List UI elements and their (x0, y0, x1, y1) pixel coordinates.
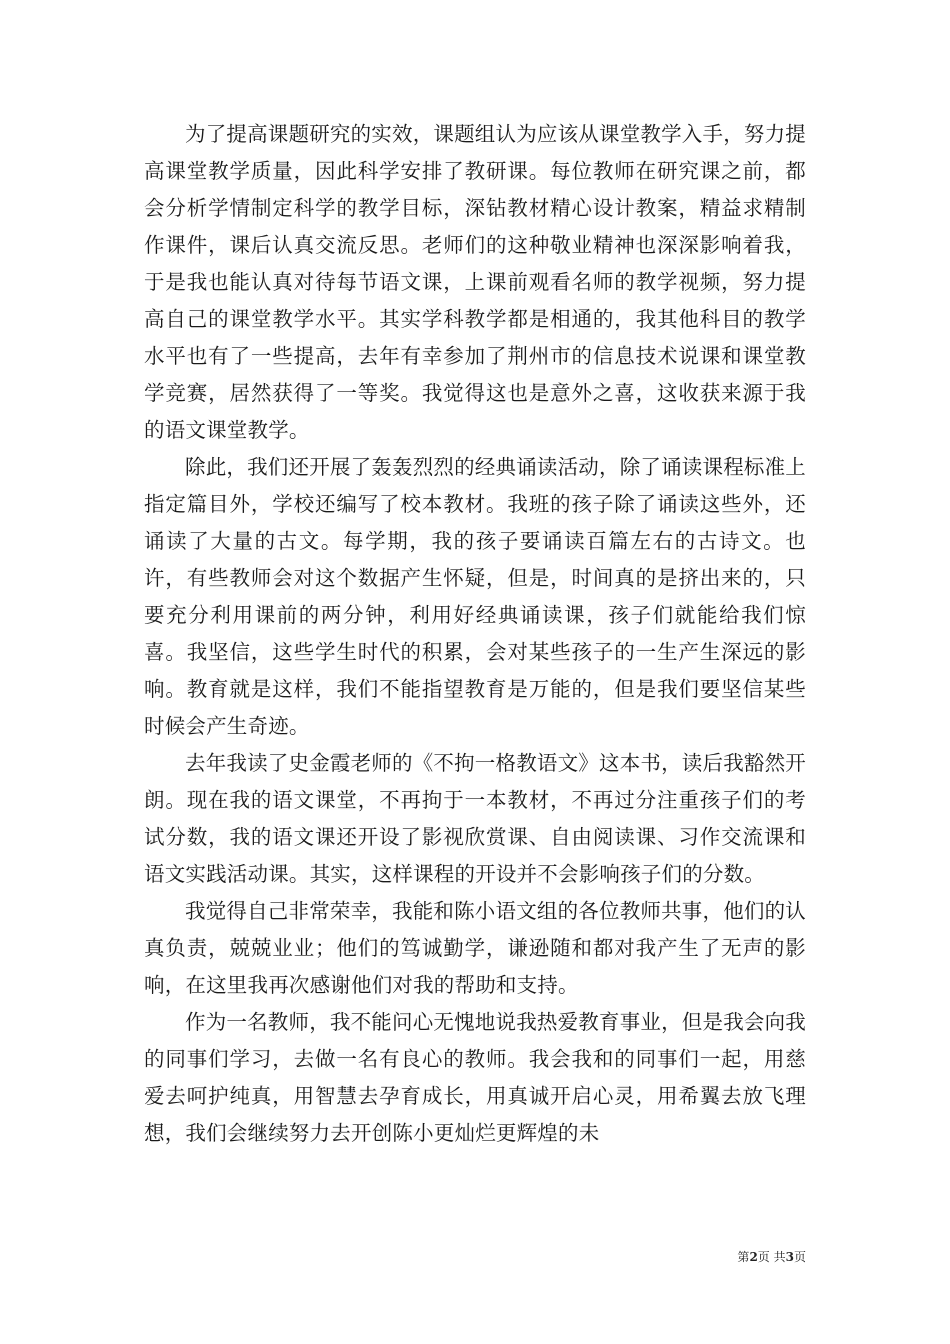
paragraph: 除此，我们还开展了轰轰烈烈的经典诵读活动，除了诵读课程标准上指定篇目外，学校还编写了校本教材。我班的孩子除了诵读这些外，还诵读了大量的古文。每学期，我的孩子要诵读百篇左右的古诗文。也许，有些教师会对这个数据产生怀疑，但是，时间真的是挤出来的，只要充分利用课前的两分钟，利用好经典诵读课，孩子们就能给我们惊喜。我坚信，这些学生时代的积累，会对某些孩子的一生产生深远的影响。教育就是这样，我们不能指望教育是万能的，但是我们要坚信某些时候会产生奇迹。 (144, 455, 806, 738)
paragraph: 作为一名教师，我不能问心无愧地说我热爱教育事业，但是我会向我的同事们学习，去做一名有良心的教师。我会我和的同事们一起，用慈爱去呵护纯真，用智慧去孕育成长，用真诚开启心灵，用希翼去放飞理想，我们会继续努力去开创陈小更灿烂更辉煌的未 (144, 1010, 806, 1145)
page-footer (737, 1248, 806, 1265)
footer-suffix: 页 (793, 1250, 806, 1264)
body-text (144, 116, 806, 1152)
footer-middle: 页 共 (757, 1250, 786, 1264)
paragraph: 为了提高课题研究的实效，课题组认为应该从课堂教学入手，努力提高课堂教学质量，因此科学安排了教研课。每位教师在研究课之前，都会分析学情制定科学的教学目标，深钻教材精心设计教案，精益求精制作课件，课后认真交流反思。老师们的这种敬业精神也深深影响着我，于是我也能认真对待每节语文课，上课前观看名师的教学视频，努力提高自己的课堂教学水平。其实学科教学都是相通的，我其他科目的教学水平也有了一些提高，去年有幸参加了荆州市的信息技术说课和课堂教学竞赛，居然获得了一等奖。我觉得这也是意外之喜，这收获来源于我的语文课堂教学。 (144, 122, 806, 442)
current-page-number: 2 (749, 1250, 758, 1264)
paragraph: 去年我读了史金霞老师的《不拘一格教语文》这本书，读后我豁然开朗。现在我的语文课堂，不再拘于一本教材，不再过分注重孩子们的考试分数，我的语文课还开设了影视欣赏课、自由阅读课、习作交流课和语文实践活动课。其实，这样课程的开设并不会影响孩子们的分数。 (144, 751, 806, 886)
total-pages-number: 3 (785, 1250, 794, 1264)
footer-prefix: 第 (737, 1250, 750, 1264)
paragraph: 我觉得自己非常荣幸，我能和陈小语文组的各位教师共事，他们的认真负责，兢兢业业；他们的笃诚勤学，谦逊随和都对我产生了无声的影响，在这里我再次感谢他们对我的帮助和支持。 (144, 899, 806, 997)
